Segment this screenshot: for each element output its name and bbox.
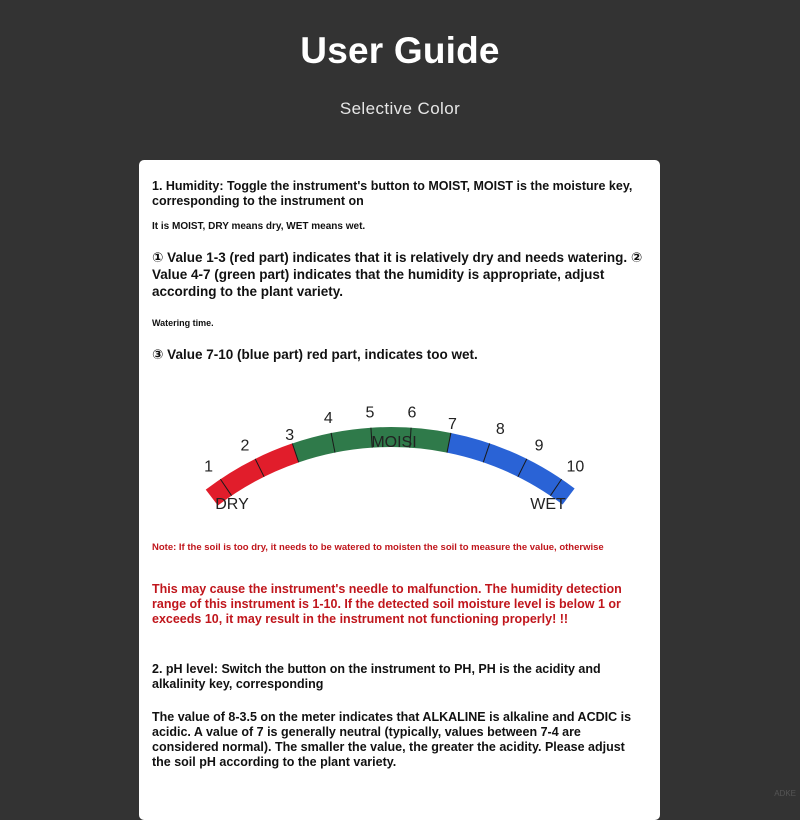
soil-dry-note: Note: If the soil is too dry, it needs to be watered to moisten the soil to measure the value, otherwise: [152, 542, 604, 553]
gauge-tick-label: 6: [407, 404, 417, 422]
guide-card: [139, 160, 660, 820]
gauge-tick-label: 2: [240, 437, 250, 455]
moisture-gauge: [199, 382, 599, 522]
malfunction-warning: This may cause the instrument's needle to malfunction. The humidity detection range of this instrument is 1-10. If the detected soil moisture level is below 1 or exceeds 10, it may result in the instrument not functioning properly! !!: [152, 582, 622, 626]
humidity-intro: 1. Humidity: Toggle the instrument's button to MOIST, MOIST is the moisture key, corresponding to the instrument on: [152, 179, 633, 208]
gauge-center-label: MOISI: [371, 434, 417, 451]
watermark: ADKE: [774, 789, 796, 798]
gauge-wet-label: WET: [530, 496, 566, 513]
gauge-tick-label: 1: [204, 458, 214, 476]
gauge-tick-label: 10: [566, 458, 585, 476]
gauge-tick-label: 3: [285, 426, 295, 444]
gauge-arc-dry: [212, 453, 296, 498]
page-title: User Guide: [300, 30, 500, 71]
humidity-keys: It is MOIST, DRY means dry, WET means wet.: [152, 221, 366, 232]
ph-details: The value of 8-3.5 on the meter indicates that ALKALINE is alkaline and ACDIC is acidic. A value of 7 is generally neutral (typically, values between 7-4 are considered normal). The smaller the value, the greater the acidity. Please adjust the soil pH according to the plant variety.: [152, 710, 632, 769]
watering-time: Watering time.: [152, 318, 214, 328]
page-subtitle: Selective Color: [339, 99, 461, 118]
humidity-ranges: ① Value 1-3 (red part) indicates that it is relatively dry and needs watering. ② Value 4-7 (green part) indicates that the humidity is appropriate, adjust according to the plant variety.: [152, 250, 643, 299]
gauge-tick-label: 9: [534, 437, 544, 455]
gauge-tick-label: 7: [448, 416, 457, 434]
ph-intro: 2. pH level: Switch the button on the instrument to PH, PH is the acidity and alkalinity key, corresponding: [152, 662, 601, 691]
gauge-arc-wet: [449, 443, 569, 497]
wet-range: ③ Value 7-10 (blue part) red part, indicates too wet.: [152, 347, 478, 362]
gauge-tick-label: 4: [323, 410, 333, 428]
gauge-dry-label: DRY: [215, 496, 249, 513]
gauge-tick-label: 5: [365, 404, 375, 422]
gauge-tick-label: 8: [495, 421, 505, 439]
